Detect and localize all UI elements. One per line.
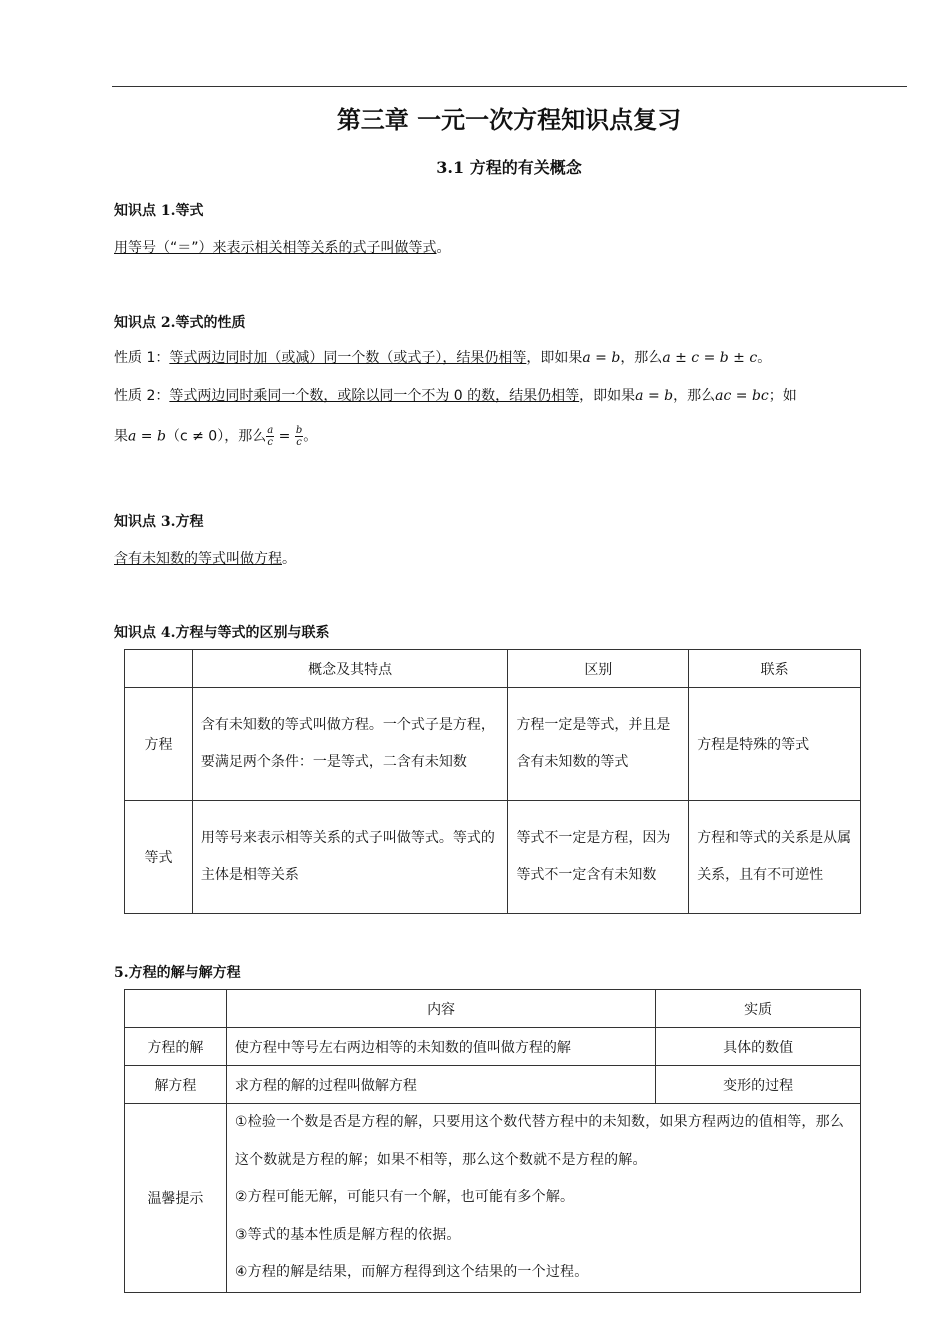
comparison-table: [124, 649, 861, 914]
header-rule: [112, 86, 907, 87]
table-row: [125, 1066, 861, 1104]
property-2-mid: ，即如果: [579, 388, 636, 404]
property-2-eq1: a = b: [635, 388, 674, 404]
row-name-equation: 方程: [125, 688, 193, 801]
row-name-tips: 温馨提示: [125, 1104, 227, 1293]
fraction-1-numerator: a: [267, 425, 274, 436]
header-empty: [125, 650, 193, 688]
header-content: 内容: [226, 990, 655, 1028]
property-1-then: ，那么: [620, 350, 663, 366]
property-2-cont-cond: （c ≠ 0），那么: [165, 428, 267, 445]
row-name-equality: 等式: [125, 801, 193, 914]
table-row: [125, 1028, 861, 1066]
cell-relation: 方程和等式的关系是从属关系，且有不可逆性: [689, 801, 861, 914]
property-2: [114, 385, 797, 405]
cell-concept: 用等号来表示相等关系的式子叫做等式。等式的主体是相等关系: [192, 801, 508, 914]
page-title: 第三章 一元一次方程知识点复习: [336, 105, 682, 134]
property-2-end: ；如: [768, 388, 797, 404]
solution-table: [124, 989, 861, 1293]
cell-difference: 等式不一定是方程，因为等式不一定含有未知数: [508, 801, 689, 914]
tip-item: ③等式的基本性质是解方程的依据。: [234, 1226, 461, 1243]
cell-concept: 含有未知数的等式叫做方程。一个式子是方程，要满足两个条件：一是等式，二含有未知数: [192, 688, 508, 801]
k2-heading: 知识点 2.等式的性质: [114, 315, 246, 331]
fraction-equals: =: [274, 428, 295, 445]
k1-end: 。: [436, 240, 451, 256]
cell-difference: 方程一定是等式，并且是含有未知数的等式: [508, 688, 689, 801]
row-name-solution: 方程的解: [125, 1028, 227, 1066]
property-2-label: 性质 2：: [114, 388, 170, 404]
property-2-cont-end: 。: [303, 428, 318, 445]
cell-relation: 方程是特殊的等式: [689, 688, 861, 801]
tip-item: ②方程可能无解，可能只有一个解，也可能有多个解。: [234, 1189, 575, 1205]
fraction-b-over-c: [295, 425, 303, 448]
property-2-cont: [114, 425, 317, 448]
table-row: [125, 801, 861, 914]
row-name-solving: 解方程: [125, 1066, 227, 1104]
property-2-cont-eq: a = b: [128, 428, 166, 445]
property-2-text: 等式两边同时乘同一个数，或除以同一个不为 0 的数，结果仍相等: [169, 388, 580, 404]
property-1-end: 。: [757, 350, 772, 366]
k5-heading: 5.方程的解与解方程: [114, 965, 241, 981]
fraction-2-numerator: b: [295, 425, 303, 436]
header-difference: 区别: [508, 650, 689, 688]
header-essence: 实质: [656, 990, 861, 1028]
cell-content: 使方程中等号左右两边相等的未知数的值叫做方程的解: [226, 1028, 655, 1066]
header-empty: [125, 990, 227, 1028]
k1-definition: [114, 237, 451, 257]
property-1-label: 性质 1：: [114, 350, 170, 366]
property-1-eq1: a = b: [582, 350, 621, 366]
property-2-cont-start: 果: [114, 428, 128, 445]
cell-content: 求方程的解的过程叫做解方程: [226, 1066, 655, 1104]
property-2-eq2: ac = bc: [715, 388, 769, 404]
tips-row: [125, 1104, 861, 1293]
tips-cell: [226, 1104, 860, 1293]
tip-item: ①检验一个数是否是方程的解，只要用这个数代替方程中的未知数，如果方程两边的值相等，那么这个数就是方程的解；如果不相等，那么这个数就不是方程的解。: [234, 1114, 845, 1168]
k3-end: 。: [282, 551, 296, 567]
header-relation: 联系: [689, 650, 861, 688]
section-title: 3.1 方程的有关概念: [436, 158, 582, 177]
solution-header-row: [125, 990, 861, 1028]
fraction-2-denominator: c: [296, 437, 302, 448]
cell-essence: 具体的数值: [656, 1028, 861, 1066]
property-1-mid: ，即如果: [526, 350, 583, 366]
k1-heading: 知识点 1.等式: [114, 203, 204, 219]
fraction-1-denominator: c: [267, 437, 273, 448]
property-1-text: 等式两边同时加（或减）同一个数（或式子），结果仍相等: [169, 350, 527, 366]
k3-text: 含有未知数的等式叫做方程: [114, 551, 282, 567]
fraction-a-over-c: [266, 425, 274, 448]
table-row: [125, 688, 861, 801]
property-1: [114, 347, 771, 367]
property-1-eq2: a ± c = b ± c: [662, 350, 758, 366]
property-2-then: ，那么: [673, 388, 716, 404]
k3-heading: 知识点 3.方程: [114, 514, 204, 530]
k3-definition: [114, 548, 296, 568]
tip-item: ④方程的解是结果，而解方程得到这个结果的一个过程。: [234, 1264, 589, 1280]
k1-text: 用等号（“＝”）来表示相关相等关系的式子叫做等式: [114, 240, 437, 256]
cell-essence: 变形的过程: [656, 1066, 861, 1104]
header-concept: 概念及其特点: [192, 650, 508, 688]
comparison-header-row: [125, 650, 861, 688]
k4-heading: 知识点 4.方程与等式的区别与联系: [114, 625, 330, 641]
